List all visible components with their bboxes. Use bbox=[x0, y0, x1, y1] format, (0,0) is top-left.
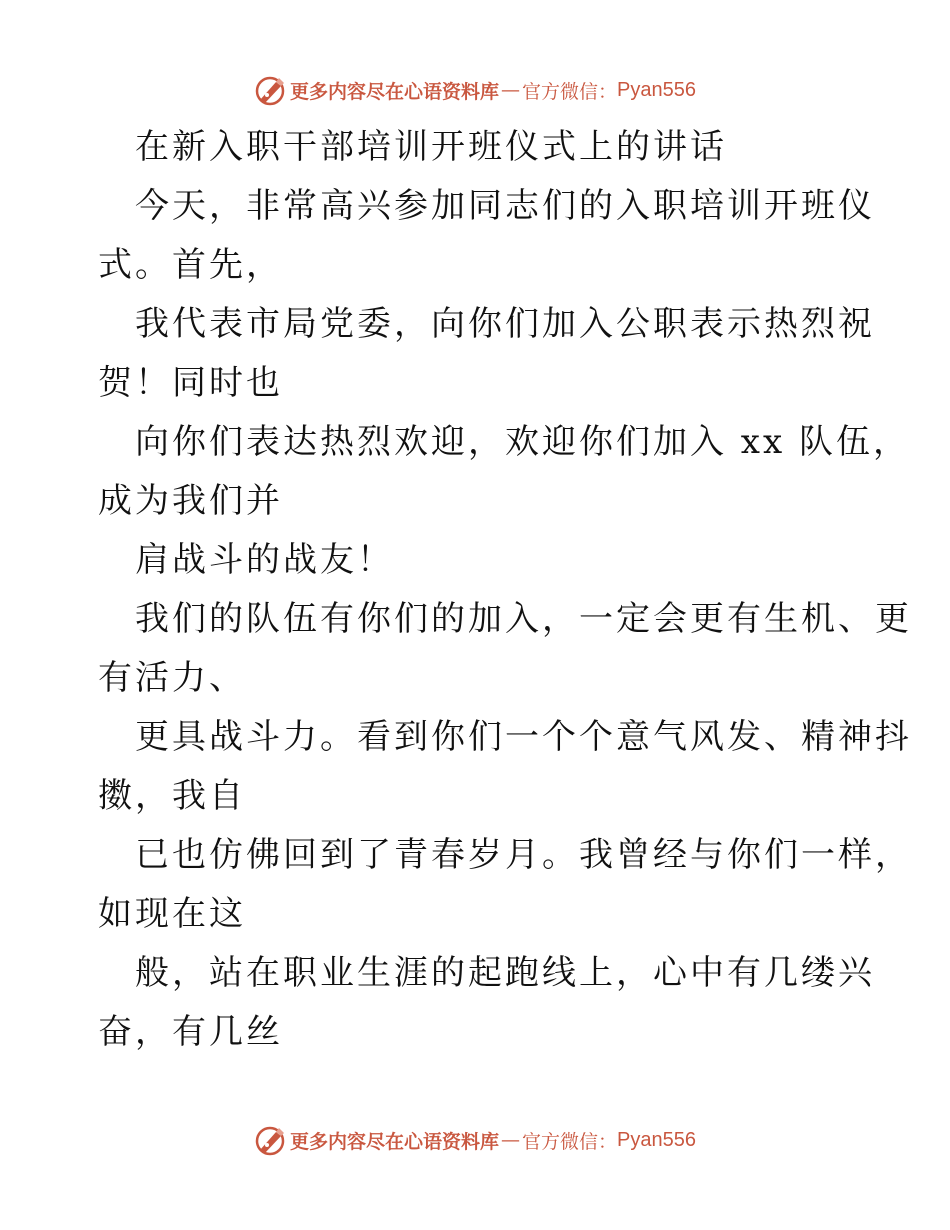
paragraph-line: 向你们表达热烈欢迎，欢迎你们加入 xx 队伍， bbox=[135, 422, 910, 462]
banner-dash: — bbox=[501, 79, 521, 101]
banner-main-text: 更多内容尽在心语资料库 bbox=[290, 80, 500, 103]
document-title: 在新入职干部培训开班仪式上的讲话 bbox=[135, 127, 727, 167]
banner-wechat-label: 官方微信： bbox=[522, 1130, 618, 1153]
banner-dash: — bbox=[501, 1129, 521, 1151]
paragraph-line: 我代表市局党委，向你们加入公职表示热烈祝 bbox=[135, 304, 875, 344]
paragraph-line: 我们的队伍有你们的加入，一定会更有生机、更 bbox=[135, 599, 912, 639]
banner-wechat-label: 官方微信： bbox=[522, 80, 618, 103]
paragraph-line: 式。首先， bbox=[98, 245, 283, 285]
paragraph-line: 成为我们并 bbox=[98, 481, 283, 521]
banner-wechat-id: Pyan556 bbox=[617, 1128, 696, 1151]
paragraph-line: 如现在这 bbox=[98, 894, 246, 934]
paragraph-line: 更具战斗力。看到你们一个个意气风发、精神抖 bbox=[135, 717, 912, 757]
paragraph-line: 擞，我自 bbox=[98, 776, 246, 816]
paragraph-line: 贺！同时也 bbox=[98, 363, 283, 403]
paragraph-line: 有活力、 bbox=[98, 658, 246, 698]
paragraph-line: 肩战斗的战友！ bbox=[135, 540, 394, 580]
paragraph-line: 已也仿佛回到了青春岁月。我曾经与你们一样， bbox=[135, 835, 912, 875]
paragraph-line: 般，站在职业生涯的起跑线上，心中有几缕兴 bbox=[135, 953, 875, 993]
banner-main-text: 更多内容尽在心语资料库 bbox=[290, 1130, 500, 1153]
paragraph-line: 今天，非常高兴参加同志们的入职培训开班仪 bbox=[135, 186, 875, 226]
pen-logo-icon bbox=[254, 1124, 286, 1156]
paragraph-line: 奋，有几丝 bbox=[98, 1012, 283, 1052]
footer-banner bbox=[0, 1120, 950, 1160]
banner-wechat-id: Pyan556 bbox=[617, 78, 696, 101]
